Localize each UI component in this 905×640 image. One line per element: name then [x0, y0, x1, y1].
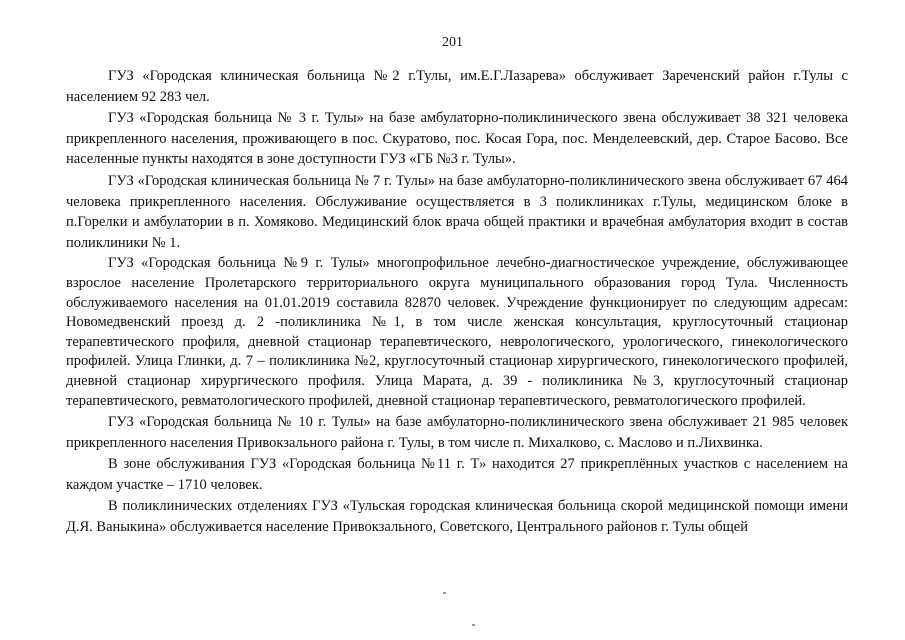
paragraph-hospital-2: ГУЗ «Городская клиническая больница №2 г.Тулы, им.Е.Г.Лазарева» обслуживает Зареченский район г.Тулы с населением 92 283 чел. [66, 68, 848, 105]
page-number: 201 [442, 35, 463, 50]
paragraph-hospital-3: ГУЗ «Городская больница № 3 г. Тулы» на базе амбулаторно-поликлинического звена обслуживает 38 321 человека прикрепленного населения, проживающего в пос. Скуратово, пос. Косая Гора, пос. Менделеевский, дер. Старое Басово. Все населенные пункты находятся в зоне доступности ГУЗ «ГБ №3 г. Тулы». [66, 110, 848, 168]
scan-speck-bottom [443, 592, 446, 594]
scan-speck-lower [472, 624, 475, 626]
paragraph-hospital-11: В зоне обслуживания ГУЗ «Городская больница №11 г. Т» находится 27 прикреплённых участков с населением на каждом участке – 1710 человек. [66, 456, 848, 493]
paragraph-emergency-hospital: В поликлинических отделениях ГУЗ «Тульская городская клиническая больница скорой медицинской помощи имени Д.Я. Ваныкина» обслуживается население Привокзального, Советского, Центрального районов г. Тулы общей [66, 498, 848, 536]
paragraph-hospital-7: ГУЗ «Городская клиническая больница № 7 г. Тулы» на базе амбулаторно-поликлинического звена обслуживает 67 464 человека прикрепленного населения. Обслуживание осуществляется в 3 поликлиниках г.Тулы, медицинском блоке в п.Горелки и амбулатории в п. Хомяково. Медицинский блок врача общей практики и врачебная амбулатория входит в состав поликлиники № 1. [66, 172, 848, 251]
paragraph-hospital-9: ГУЗ «Городская больница №9 г. Тулы» многопрофильное лечебно-диагностическое учреждение, обслуживающее взрослое население Пролетарского территориального округа муниципального образования город Тула. Численность обслуживаемого населения на 01.01.2019 составила 82870 человек. Учреждение функционирует по следующим адресам: Новомедвенский проезд д. 2 -поликлиника №1, в том числе женская консультация, круглосуточный стационар терапевтического профиля, дневной стационар терапевтического, неврологического, урологического, гинекологического профилей. Улица Глинки, д. 7 – поликлиника №2, круглосуточный стационар хирургического, гинекологического профилей, дневной стационар хирургического профиля. Улица Марата, д. 39 - поликлиника №3, круглосуточный стационар терапевтического, ревматологического профилей, дневной стационар терапевтического, ревматологического профилей. [66, 255, 848, 409]
document-body [66, 66, 848, 538]
paragraph-hospital-10: ГУЗ «Городская больница № 10 г. Тулы» на базе амбулаторно-поликлинического звена обслуживает 21 985 человек прикрепленного населения Привокзального района г. Тулы, в том числе п. Михалково, с. Маслово и п.Лихвинка. [66, 414, 848, 451]
